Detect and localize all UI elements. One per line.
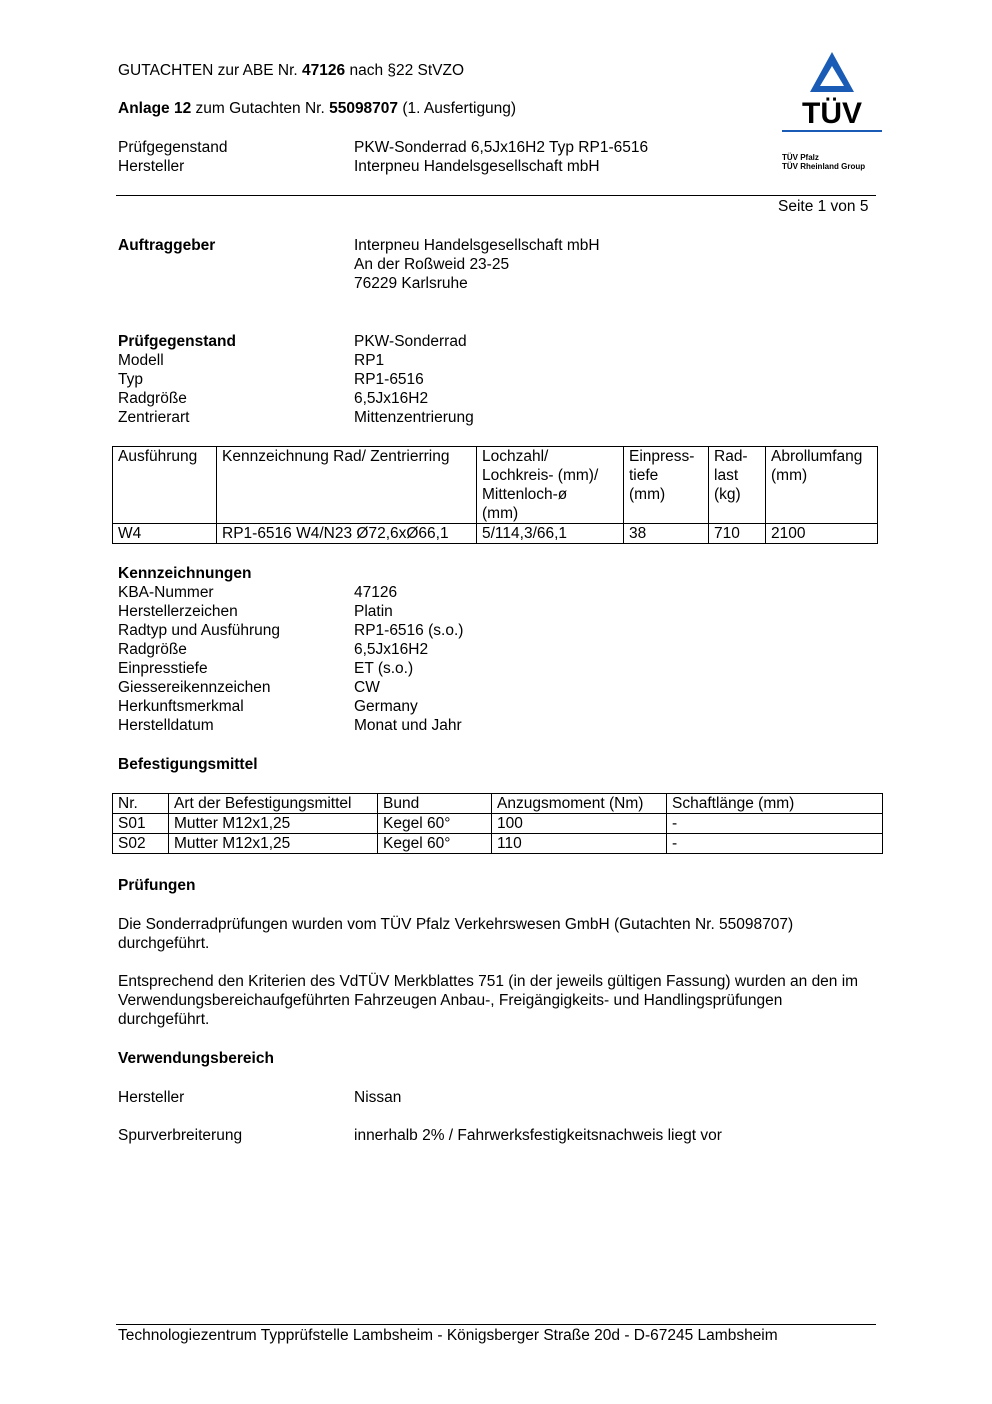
table-row xyxy=(113,834,883,854)
br-cell: S02 xyxy=(113,834,169,854)
kz-value-6: Germany xyxy=(354,698,418,715)
befestigung-table xyxy=(112,793,883,854)
verwendungsbereich-title: Verwendungsbereich xyxy=(118,1050,274,1067)
tuev-triangle-icon xyxy=(782,50,882,132)
abe-prefix: GUTACHTEN zur ABE Nr. xyxy=(118,62,303,79)
wh-einpresstiefe: Einpress- tiefe (mm) xyxy=(624,447,709,524)
pg-label-0: Prüfgegenstand xyxy=(118,333,236,350)
tuev-logo xyxy=(782,50,882,171)
br-cell: Mutter M12x1,25 xyxy=(169,814,378,834)
kz-value-4: ET (s.o.) xyxy=(354,660,414,677)
kz-label-0: KBA-Nummer xyxy=(118,584,214,601)
wh-kennzeichnung: Kennzeichnung Rad/ Zentrierring xyxy=(217,447,477,524)
pruefungen-paragraph-2: Entsprechend den Kriterien des VdTÜV Merkblattes 751 (in der jeweils gültigen Fassung) wurden an den im Verwendungsbereichaufgeführten Fahrzeugen Anbau-, Freigängigkeits- und Handlingsprüfungen durchgeführt. xyxy=(118,973,859,1028)
auftraggeber-line-3: 76229 Karlsruhe xyxy=(354,275,468,292)
abe-suffix: nach §22 StVZO xyxy=(345,62,465,79)
auftraggeber-line-2: An der Roßweid 23-25 xyxy=(354,256,510,273)
pg-value-3: 6,5Jx16H2 xyxy=(354,390,429,407)
header-hersteller-value: Interpneu Handelsgesellschaft mbH xyxy=(354,158,600,175)
ausfertigung: (1. Ausfertigung) xyxy=(398,100,517,117)
abe-number: 47126 xyxy=(302,62,346,79)
bh-art: Art der Befestigungsmittel xyxy=(169,794,378,814)
kennzeichnungen-title: Kennzeichnungen xyxy=(118,565,252,582)
logo-sub2: TÜV Rheinland Group xyxy=(782,162,866,171)
kz-label-4: Einpresstiefe xyxy=(118,660,208,677)
br-cell: Mutter M12x1,25 xyxy=(169,834,378,854)
pg-value-0: PKW-Sonderrad xyxy=(354,333,467,350)
logo-sub1: TÜV Pfalz xyxy=(782,153,819,162)
br-cell: Kegel 60° xyxy=(378,834,492,854)
bh-nr: Nr. xyxy=(113,794,169,814)
kz-label-6: Herkunftsmerkmal xyxy=(118,698,244,715)
pg-label-3: Radgröße xyxy=(118,390,187,407)
bh-bund: Bund xyxy=(378,794,492,814)
kz-value-2: RP1-6516 (s.o.) xyxy=(354,622,464,639)
kz-label-2: Radtyp und Ausführung xyxy=(118,622,281,639)
vb-hersteller-label: Hersteller xyxy=(118,1089,185,1106)
kz-label-5: Giessereikennzeichen xyxy=(118,679,271,696)
kz-label-1: Herstellerzeichen xyxy=(118,603,238,620)
table-row xyxy=(113,524,878,544)
bh-anzugsmoment: Anzugsmoment (Nm) xyxy=(492,794,667,814)
footer-divider xyxy=(116,1324,876,1325)
kz-label-7: Herstelldatum xyxy=(118,717,214,734)
pruefungen-title: Prüfungen xyxy=(118,877,196,894)
befestigung-title: Befestigungsmittel xyxy=(118,756,258,773)
table-row xyxy=(113,814,883,834)
pg-label-4: Zentrierart xyxy=(118,409,190,426)
pruefungen-paragraph-1: Die Sonderradprüfungen wurden vom TÜV Pfalz Verkehrswesen GmbH (Gutachten Nr. 55098707) durchgeführt. xyxy=(118,916,794,952)
pg-value-1: RP1 xyxy=(354,352,385,369)
kz-label-3: Radgröße xyxy=(118,641,187,658)
wh-abrollumfang: Abrollumfang (mm) xyxy=(766,447,878,524)
anlage-mid: zum Gutachten Nr. xyxy=(191,100,330,117)
kz-value-5: CW xyxy=(354,679,380,696)
wheel-table-header xyxy=(113,447,878,524)
br-cell: - xyxy=(667,814,883,834)
pg-value-2: RP1-6516 xyxy=(354,371,424,388)
wheel-table xyxy=(112,446,878,544)
wr-cell: 38 xyxy=(624,524,709,544)
br-cell: - xyxy=(667,834,883,854)
header-line-anlage xyxy=(118,99,516,118)
wh-lochzahl: Lochzahl/ Lochkreis- (mm)/ Mittenloch-ø (mm) xyxy=(477,447,624,524)
vb-hersteller-value: Nissan xyxy=(354,1089,402,1106)
wr-cell: 5/114,3/66,1 xyxy=(477,524,624,544)
bh-schaftlaenge: Schaftlänge (mm) xyxy=(667,794,883,814)
pg-label-1: Modell xyxy=(118,352,164,369)
header-pruefgegenstand-label: Prüfgegenstand xyxy=(118,139,228,156)
wh-ausfuehrung: Ausführung xyxy=(113,447,217,524)
auftraggeber-line-1: Interpneu Handelsgesellschaft mbH xyxy=(354,237,600,254)
vb-spur-label: Spurverbreiterung xyxy=(118,1127,243,1144)
kz-value-1: Platin xyxy=(354,603,393,620)
br-cell: S01 xyxy=(113,814,169,834)
br-cell: 100 xyxy=(492,814,667,834)
header-divider xyxy=(116,195,876,196)
header-hersteller-label: Hersteller xyxy=(118,158,185,175)
page-number: Seite 1 von 5 xyxy=(778,198,869,215)
header-line-abe xyxy=(118,61,464,80)
br-cell: Kegel 60° xyxy=(378,814,492,834)
pg-value-4: Mittenzentrierung xyxy=(354,409,474,426)
kz-value-0: 47126 xyxy=(354,584,398,601)
befestigung-header xyxy=(113,794,883,814)
anlage-label: Anlage 12 xyxy=(118,100,192,117)
footer-text: Technologiezentrum Typprüfstelle Lambsheim - Königsberger Straße 20d - D-67245 Lambsheim xyxy=(118,1327,778,1344)
wr-cell: RP1-6516 W4/N23 Ø72,6xØ66,1 xyxy=(217,524,477,544)
vb-spur-value: innerhalb 2% / Fahrwerksfestigkeitsnachweis liegt vor xyxy=(354,1127,722,1144)
wh-radlast: Rad- last (kg) xyxy=(709,447,766,524)
kz-value-7: Monat und Jahr xyxy=(354,717,462,734)
gutachten-number: 55098707 xyxy=(329,100,399,117)
wr-cell: 710 xyxy=(709,524,766,544)
wr-cell: W4 xyxy=(113,524,217,544)
wr-cell: 2100 xyxy=(766,524,878,544)
logo-text: TÜV xyxy=(802,97,862,130)
kz-value-3: 6,5Jx16H2 xyxy=(354,641,429,658)
header-pruefgegenstand-value: PKW-Sonderrad 6,5Jx16H2 Typ RP1-6516 xyxy=(354,139,649,156)
br-cell: 110 xyxy=(492,834,667,854)
auftraggeber-label: Auftraggeber xyxy=(118,237,216,254)
pg-label-2: Typ xyxy=(118,371,143,388)
